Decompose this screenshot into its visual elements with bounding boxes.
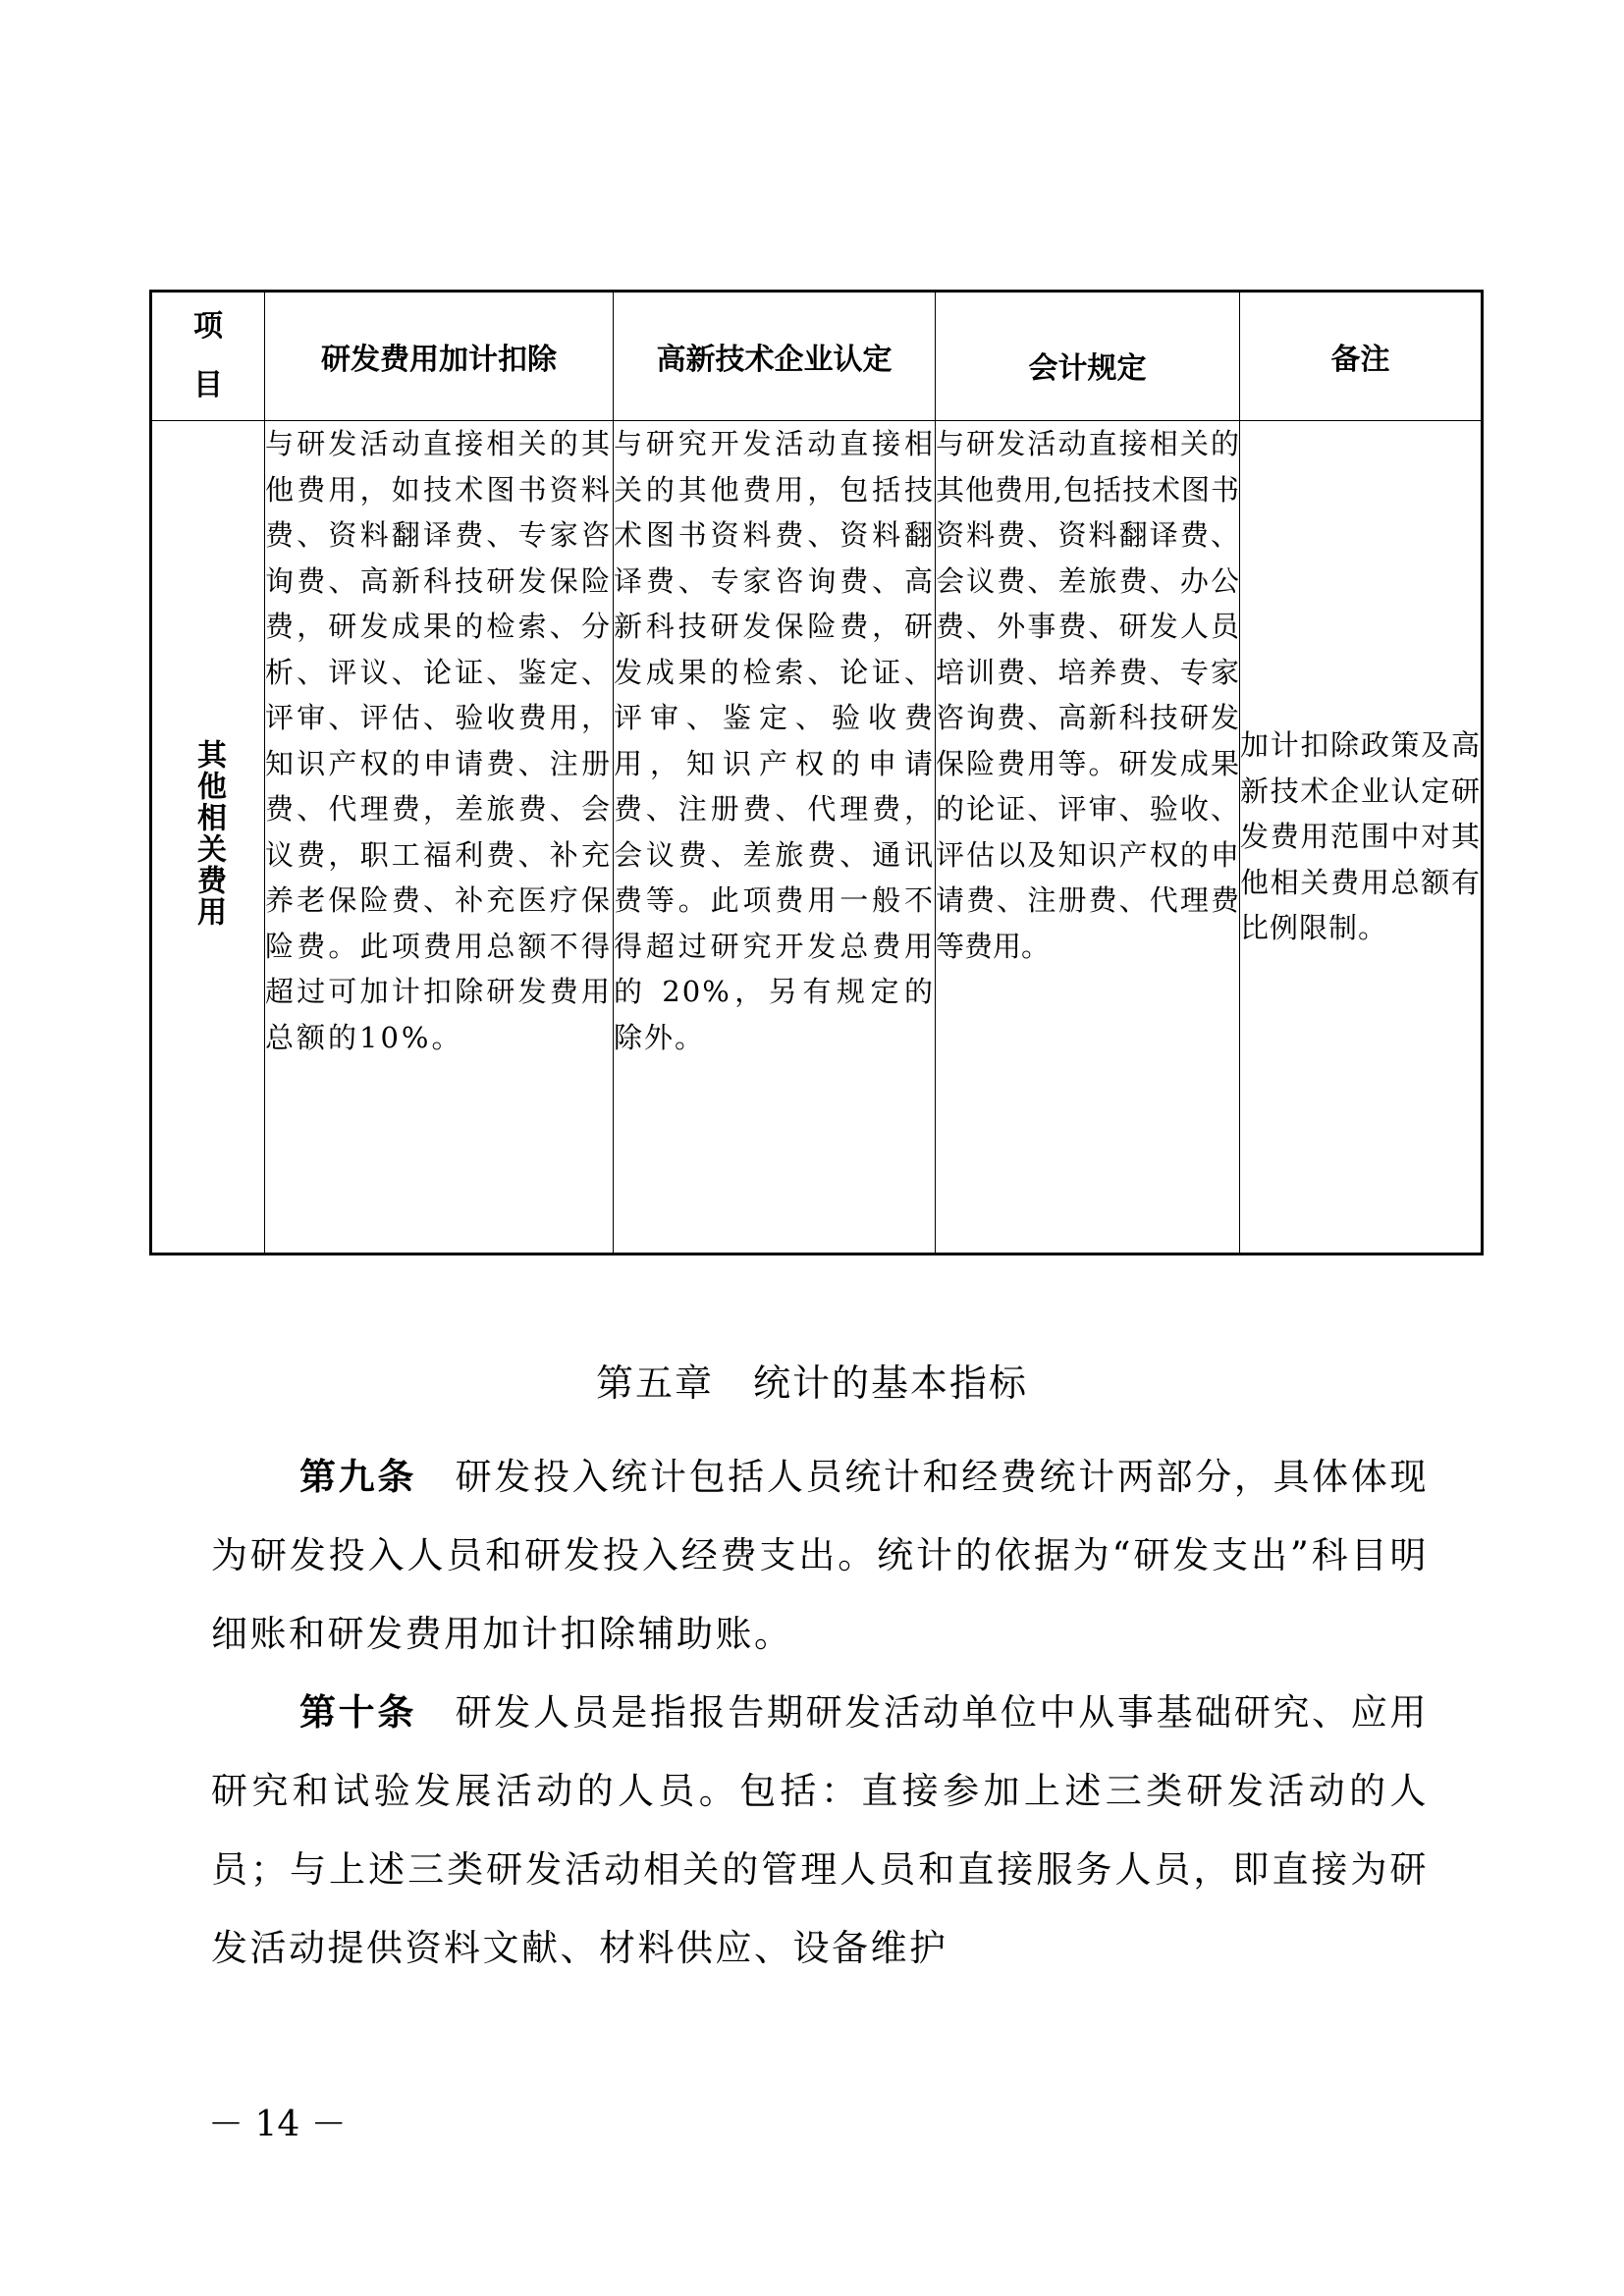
article-10-text: 研发人员是指报告期研发活动单位中从事基础研究、应用研究和试验发展活动的人员。包括：直接参加上述三类研发活动的人员；与上述三类研发活动相关的管理人员和直接服务人员，即直接为研发活动提供资料文献、材料供应、设备维护 xyxy=(211,1691,1430,1969)
article-10-lead: 第十条 xyxy=(299,1691,416,1734)
table-header-row xyxy=(151,292,1483,421)
row-label: 其他相关费用 xyxy=(191,738,226,928)
article-9-lead: 第九条 xyxy=(299,1456,416,1498)
header-accounting-rules: 会计规定 xyxy=(936,292,1240,421)
article-9-paragraph xyxy=(211,1438,1429,1674)
cell-hitech-certification: 与研究开发活动直接相关的其他费用，包括技术图书资料费、资料翻译费、专家咨询费、高新科技研发保险费，研发成果的检索、论证、评审、鉴定、验收费用，知识产权的申请费、注册费、代理费，会议费、差旅费、通讯费等。此项费用一般不得超过研究开发总费用的 20%，另有规定的除外。 xyxy=(614,421,936,1255)
header-item-line1: 项 xyxy=(193,309,223,344)
table-row xyxy=(151,421,1483,1255)
cell-rd-deduction: 与研发活动直接相关的其他费用，如技术图书资料费、资料翻译费、专家咨询费、高新科技研发保险费，研发成果的检索、分析、评议、论证、鉴定、评审、评估、验收费用，知识产权的申请费、注册费、代理费，差旅费、会议费，职工福利费、补充养老保险费、补充医疗保险费。此项费用总额不得超过可加计扣除研发费用总额的10%。 xyxy=(265,421,614,1255)
header-rd-deduction: 研发费用加计扣除 xyxy=(265,292,614,421)
article-10-paragraph xyxy=(211,1674,1429,1988)
header-remarks: 备注 xyxy=(1240,292,1483,421)
expense-comparison-table xyxy=(149,290,1484,1255)
header-item-line2: 目 xyxy=(193,368,223,402)
cell-remarks: 加计扣除政策及高新技术企业认定研发费用范围中对其他相关费用总额有比例限制。 xyxy=(1240,421,1483,1255)
article-9-text: 研发投入统计包括人员统计和经费统计两部分，具体体现为研发投入人员和研发投入经费支出。统计的依据为“研发支出”科目明细账和研发费用加计扣除辅助账。 xyxy=(211,1456,1430,1655)
header-hitech-certification: 高新技术企业认定 xyxy=(614,292,936,421)
chapter-title: 第五章 统计的基本指标 xyxy=(595,1362,1028,1405)
header-item xyxy=(151,292,265,421)
cell-accounting-rules: 与研发活动直接相关的其他费用,包括技术图书资料费、资料翻译费、会议费、差旅费、办公费、外事费、研发人员培训费、培养费、专家咨询费、高新科技研发保险费用等。研发成果的论证、评审、验收、评估以及知识产权的申请费、注册费、代理费等费用。 xyxy=(936,421,1240,1255)
page-number: － 14 － xyxy=(208,2105,347,2145)
row-label-cell xyxy=(151,421,265,1255)
